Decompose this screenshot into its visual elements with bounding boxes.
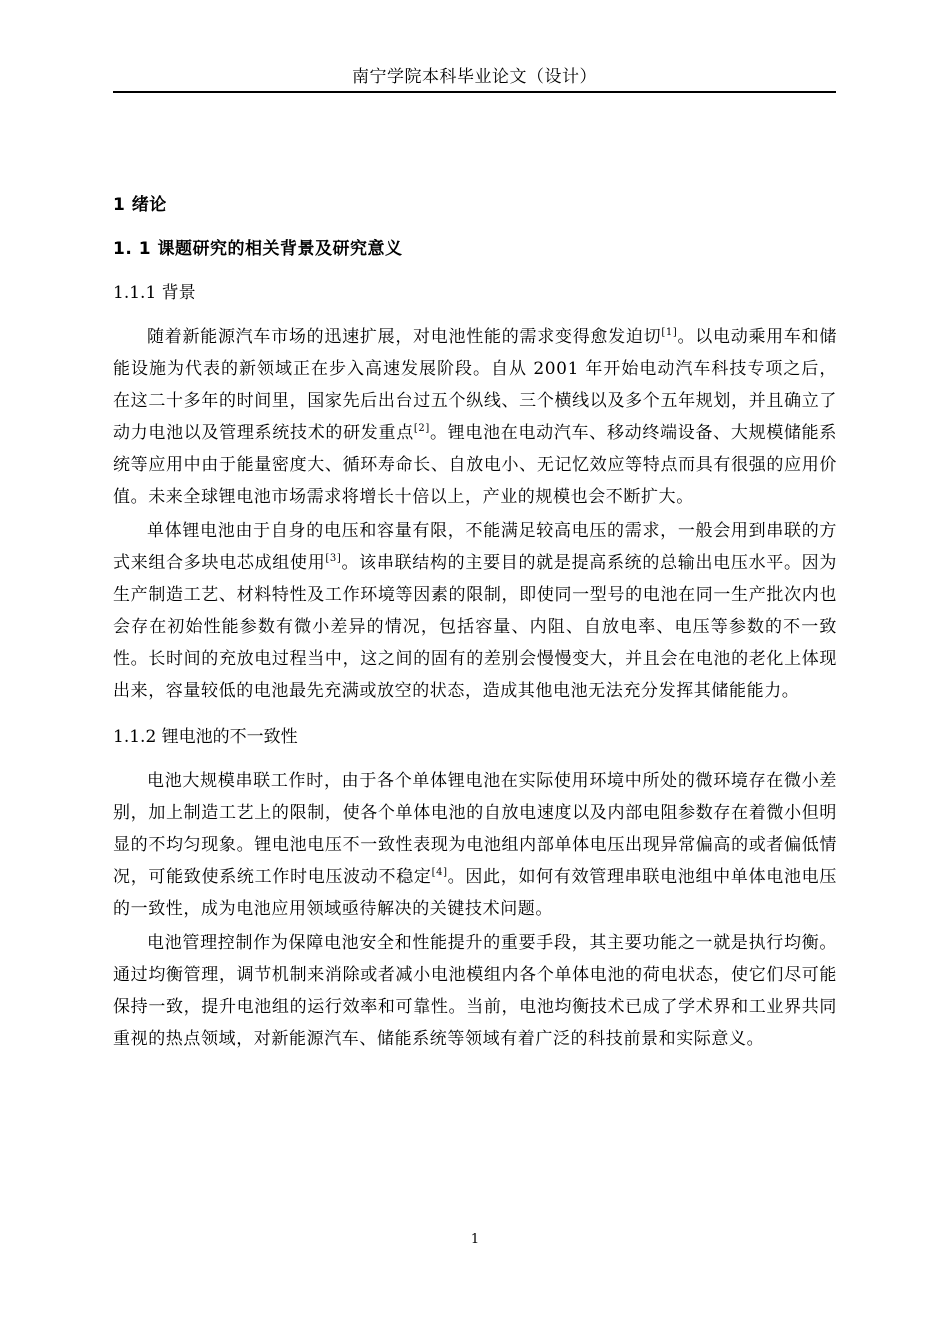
chapter-heading: 1 绪论 xyxy=(113,195,167,215)
paragraph-text: 。该串联结构的主要目的就是提高系统的总输出电压水平。因为生产制造工艺、材料特性及工作环境等因素的限制，即使同一型号的电池在同一生产批次内也会存在初始性能参数有微小差异的情况，包括容量、内阻、自放电率、电压等参数的不一致性。长时间的充放电过程当中，这之间的固有的差别会慢慢变大，并且会在电池的老化上体现出来，容量较低的电池最先充满或放空的状态，造成其他电池无法充分发挥其储能能力。 xyxy=(113,553,837,701)
paragraph-background-1 xyxy=(113,321,837,513)
paragraph-text: 随着新能源汽车市场的迅速扩展，对电池性能的需求变得愈发迫切 xyxy=(147,327,662,347)
paragraph-text: 。因此，如何有效管理串联电池组中单体电池电压的一致性，成为电池应用领域亟待解决的关键技术问题。 xyxy=(113,867,837,919)
paragraph-text: 单体锂电池由于自身的电压和容量有限，不能满足较高电压的需求，一般会用到串联的方式来组合多块电芯成组使用 xyxy=(113,521,837,573)
paragraph-background-2 xyxy=(113,515,837,707)
subsection-heading-1-1-1: 1.1.1 背景 xyxy=(113,283,196,303)
paragraph-text: 。以电动乘用车和储能设施为代表的新领域正在步入高速发展阶段。自从 2001 年开始电动汽车科技专项之后，在这二十多年的时间里，国家先后出台过五个纵线、三个横线以及多个五年规划，并且确立了动力电池以及管理系统技术的研发重点 xyxy=(113,327,837,443)
paragraph-text: 电池大规模串联工作时，由于各个单体锂电池在实际使用环境中所处的微环境存在微小差别，加上制造工艺上的限制，使各个单体电池的自放电速度以及内部电阻参数存在着微小但明显的不均匀现象。锂电池电压不一致性表现为电池组内部单体电压出现异常偏高的或者偏低情况，可能致使系统工作时电压波动不稳定 xyxy=(113,771,837,887)
section-heading-1-1: 1. 1 课题研究的相关背景及研究意义 xyxy=(113,239,403,259)
page-body xyxy=(113,189,837,1057)
citation-ref: [3] xyxy=(325,553,342,564)
citation-ref: [1] xyxy=(661,327,678,338)
paragraph-text: 电池管理控制作为保障电池安全和性能提升的重要手段，其主要功能之一就是执行均衡。通过均衡管理，调节机制来消除或者减小电池模组内各个单体电池的荷电状态，使它们尽可能保持一致，提升电池组的运行效率和可靠性。当前，电池均衡技术已成了学术界和工业界共同重视的热点领域，对新能源汽车、储能系统等领域有着广泛的科技前景和实际意义。 xyxy=(113,933,837,1049)
paragraph-text: 。锂电池在电动汽车、移动终端设备、大规模储能系统等应用中由于能量密度大、循环寿命长、自放电小、无记忆效应等特点而具有很强的应用价值。未来全球锂电池市场需求将增长十倍以上，产业的规模也会不断扩大。 xyxy=(113,423,837,507)
citation-ref: [2] xyxy=(413,423,430,434)
running-header: 南宁学院本科毕业论文（设计） xyxy=(352,67,597,87)
paragraph-inconsistency-1 xyxy=(113,765,837,925)
page-number: 1 xyxy=(470,1232,480,1247)
subsection-heading-1-1-2: 1.1.2 锂电池的不一致性 xyxy=(113,727,298,747)
paragraph-inconsistency-2 xyxy=(113,927,837,1055)
header-rule xyxy=(113,91,836,93)
citation-ref: [4] xyxy=(431,867,448,878)
